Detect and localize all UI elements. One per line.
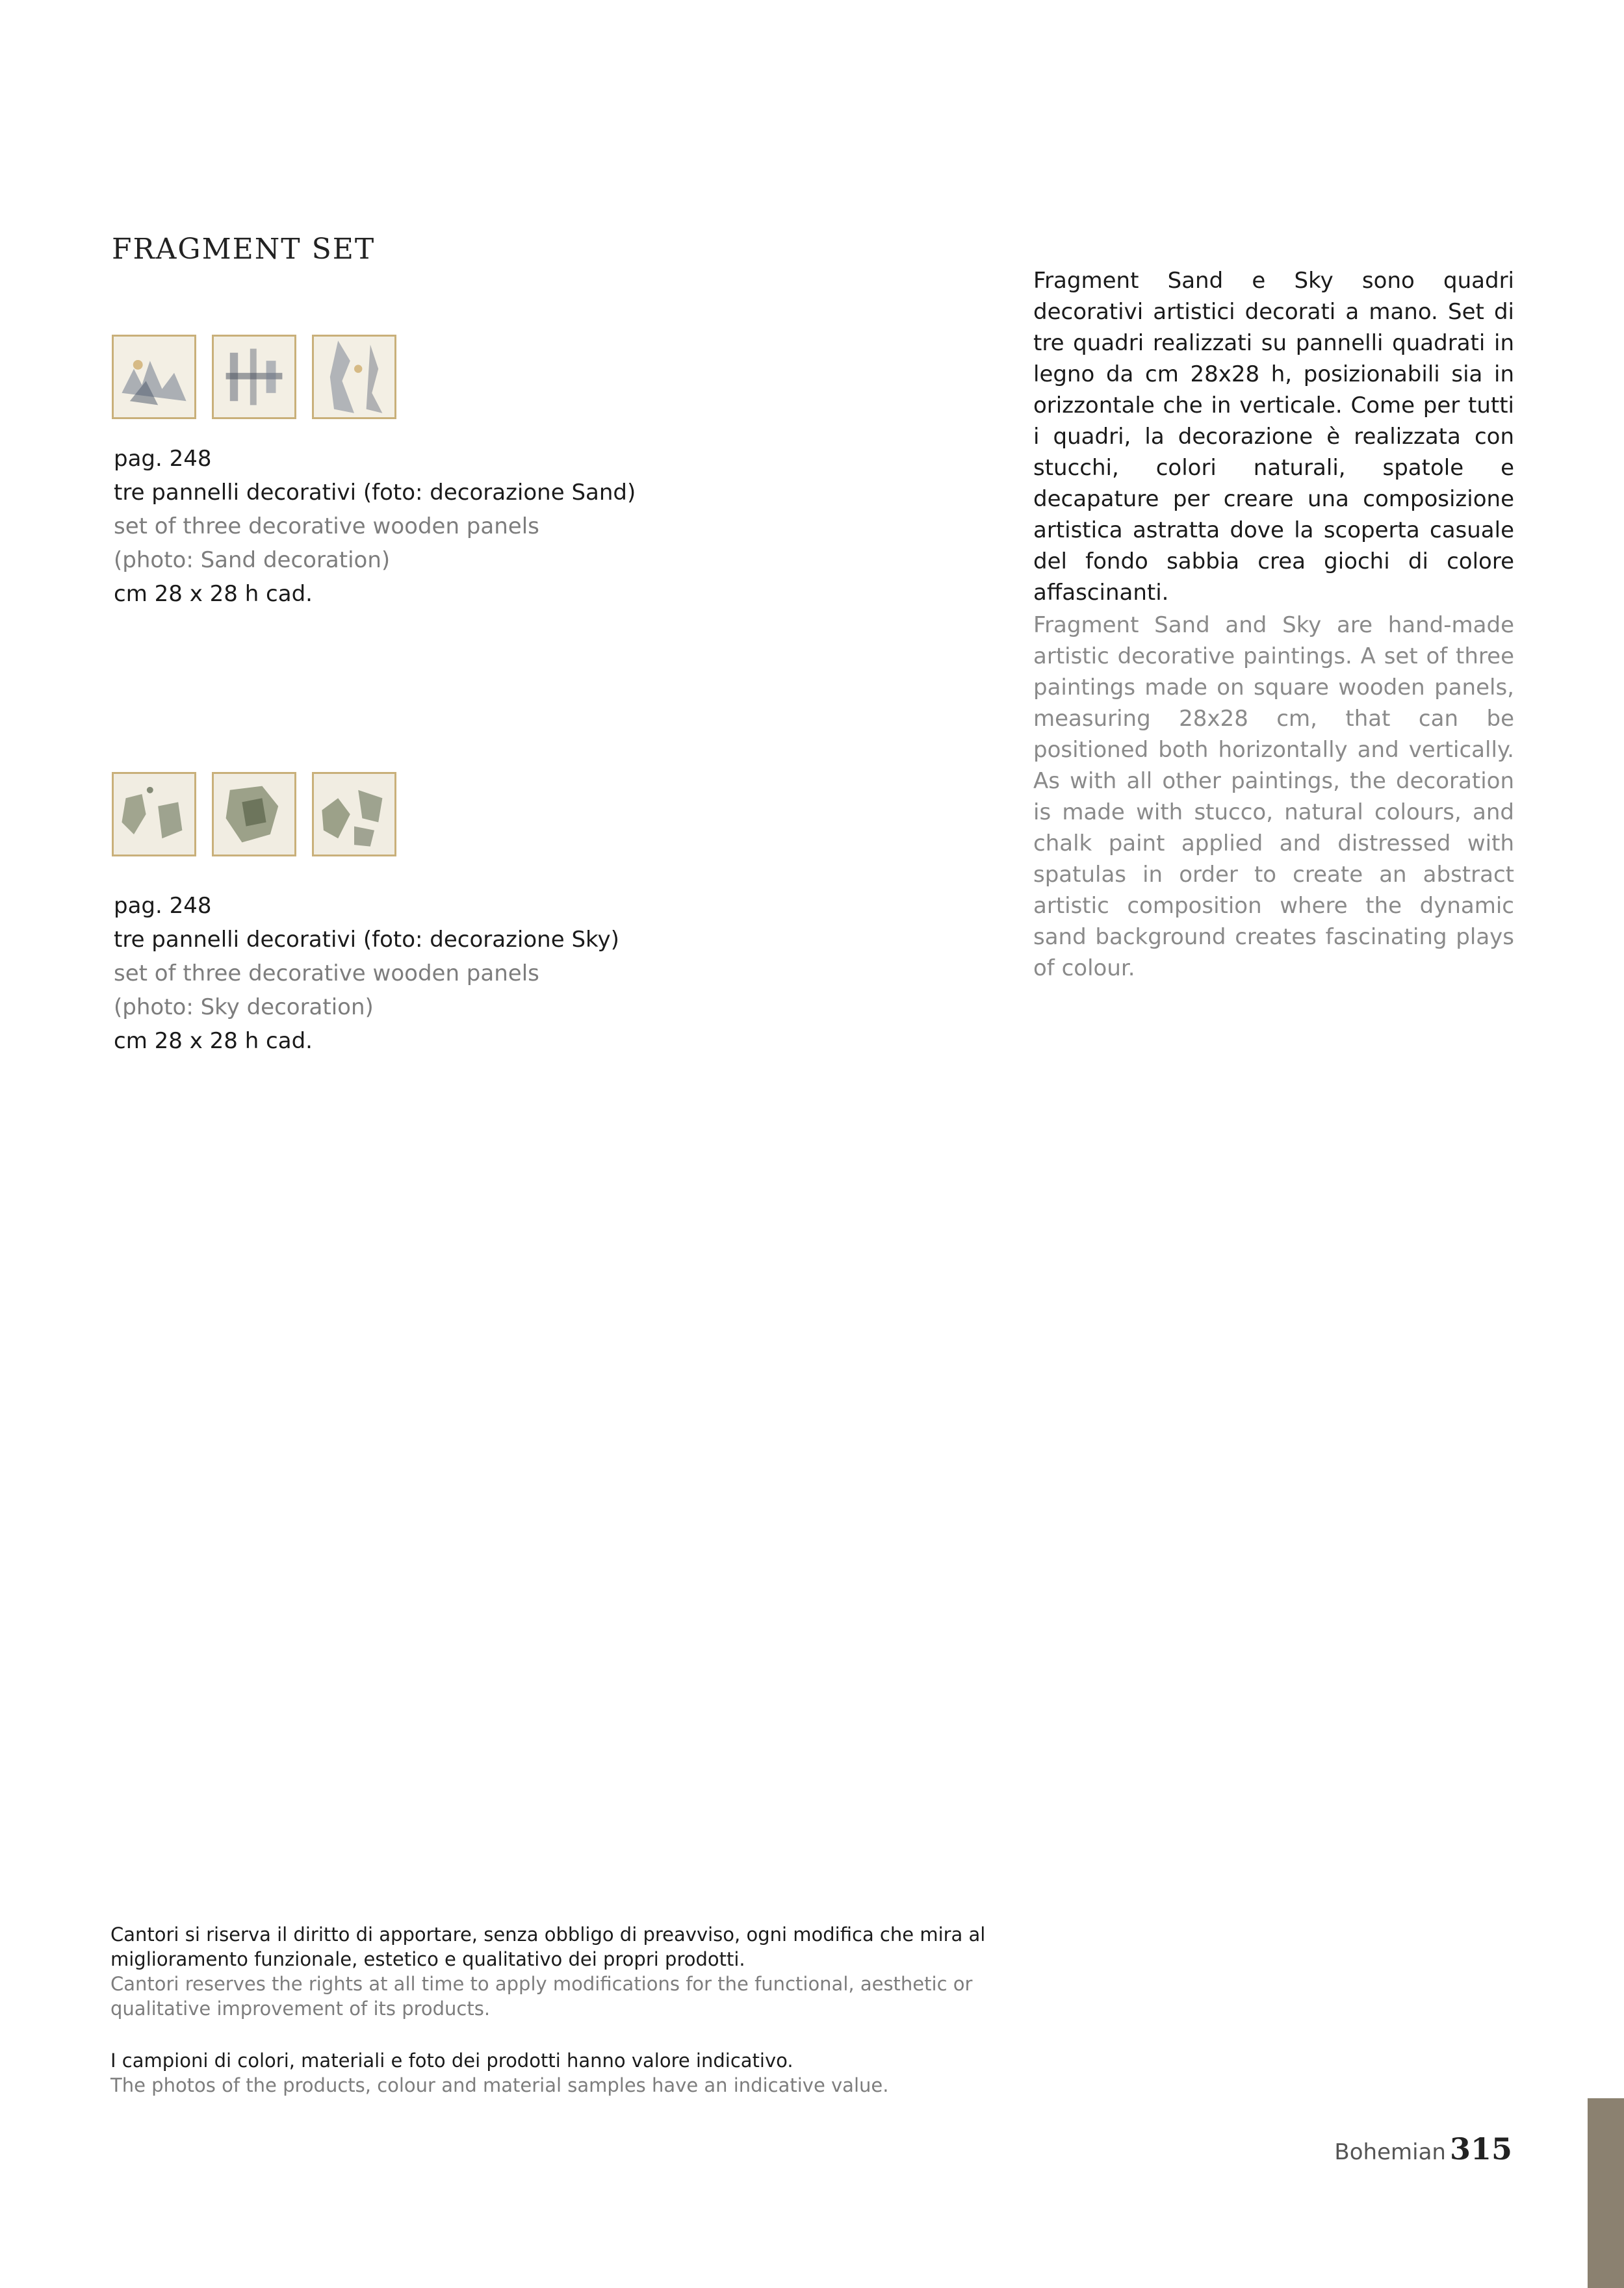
disclaimer-samples-en: The photos of the products, colour and material samples have an indicative value. [110,2074,889,2096]
page-reference: pag. 248 [114,893,212,919]
product-description-it: tre pannelli decorativi (foto: decorazione Sky) [114,927,619,953]
product-sky-caption [114,889,699,1058]
section-tab [1588,2098,1624,2288]
sky-panel-image-1 [112,772,196,856]
product-dimensions: cm 28 x 28 h cad. [114,581,313,607]
product-description-it: tre pannelli decorativi (foto: decorazione Sand) [114,480,636,506]
product-dimensions: cm 28 x 28 h cad. [114,1028,313,1054]
sand-panel-image-1 [112,335,196,419]
description-italian: Fragment Sand e Sky sono quadri decorativi artistici decorati a mano. Set di tre quadri realizzati su pannelli quadrati in legno da cm 28x28 h, posizionabili sia in orizzontale che in verticale. Come per tutti i quadri, la decorazione è realizzata con stucchi, colori naturali, spatole e decapature per creare una composizione artistica astratta dove la scoperta casuale del fondo sabbia crea giochi di colore affascinanti. [1033,268,1514,606]
description-english: Fragment Sand and Sky are hand-made artistic decorative paintings. A set of three paintings made on square wooden panels, measuring 28x28 cm, that can be positioned both horizontally and vertically. As with all other paintings, the decoration is made with stucco, natural colours, and chalk paint applied and distressed with spatulas in order to create an abstract artistic composition where the dynamic sand background creates fascinating plays of colour. [1033,612,1514,981]
product-photo-note-en: (photo: Sky decoration) [114,994,374,1020]
disclaimer-samples [110,2048,1033,2098]
page-number: 315 [1449,2131,1512,2166]
disclaimer-samples-it: I campioni di colori, materiali e foto dei prodotti hanno valore indicativo. [110,2050,793,2072]
sky-panel-image-2 [212,772,296,856]
sand-panel-image-2 [212,335,296,419]
page-reference: pag. 248 [114,446,212,472]
product-photo-note-en: (photo: Sand decoration) [114,547,391,573]
product-sky-images [112,772,396,856]
product-sand-images [112,335,396,419]
product-sand-caption [114,442,699,611]
sky-panel-image-3 [312,772,396,856]
product-description-en: set of three decorative wooden panels [114,960,539,986]
disclaimer-modifications-it: Cantori si riserva il diritto di apportare, senza obbligo di preavviso, ogni modifica che mira al miglioramento funzionale, estetico e qualitativo dei propri prodotti. [110,1923,986,1970]
disclaimer-modifications [110,1922,1033,2021]
page-footer [1334,2131,1512,2166]
sand-panel-image-3 [312,335,396,419]
product-description-en: set of three decorative wooden panels [114,513,539,539]
section-title: FRAGMENT SET [112,233,376,266]
disclaimer-modifications-en: Cantori reserves the rights at all time to apply modifications for the functional, aesthetic or qualitative improvement of its products. [110,1973,973,2020]
collection-name: Bohemian [1334,2139,1446,2165]
